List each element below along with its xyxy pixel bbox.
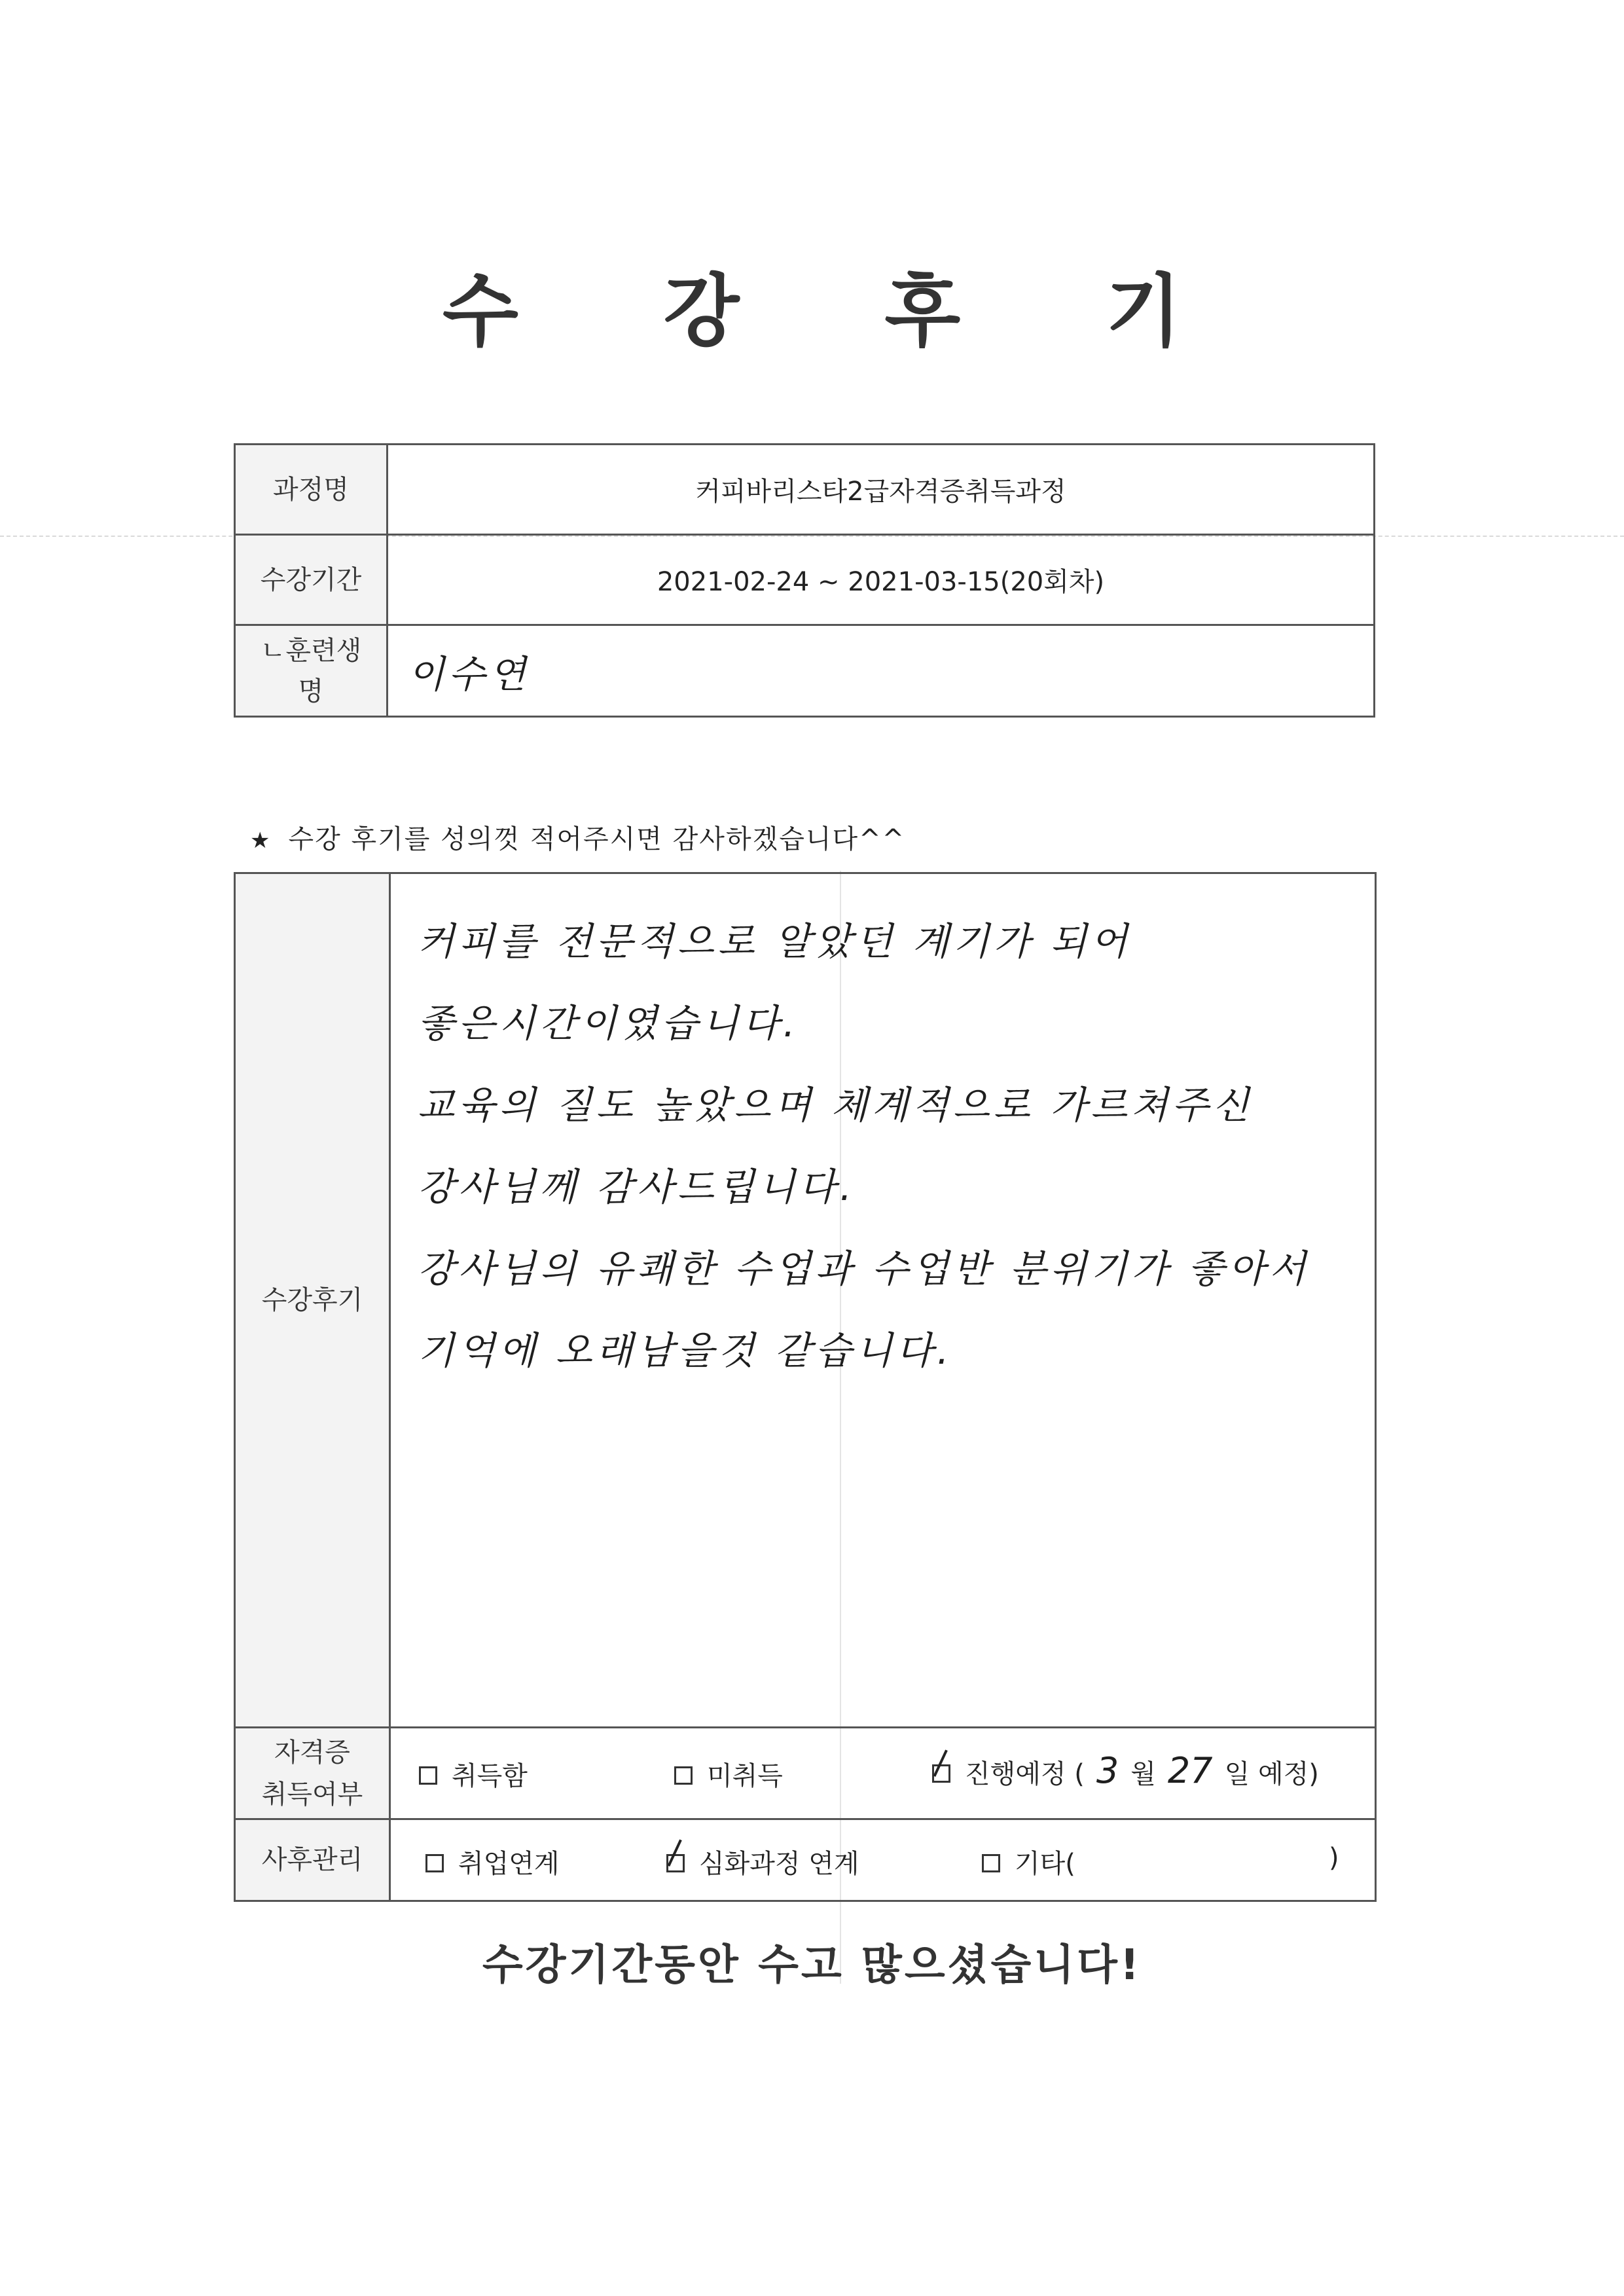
trainee-name-cell [388,625,1375,717]
option-not-obtained-label: 미취득 [707,1761,783,1791]
page-title: 수 강 후 기 [442,266,1240,357]
review-line: 강사님의 유쾌한 수업과 수업반 분위기가 좋아서 [418,1247,1310,1291]
option-obtained-label: 취득함 [452,1761,528,1791]
aftercare-label: 사후관리 [235,1819,390,1901]
review-label: 수강후기 [235,873,390,1728]
option-employment-label: 취업연계 [458,1849,560,1879]
certificate-label-line-1: 자격증 [274,1737,350,1768]
option-not-obtained[interactable] [674,1755,783,1793]
aftercare-options-cell [390,1819,1376,1901]
trainee-label-line-2: 명 [298,676,324,706]
review-body-cell [390,873,1376,1728]
option-other[interactable] [982,1843,1075,1880]
certificate-options [391,1729,1374,1817]
certificate-options-cell [390,1728,1376,1819]
scheduled-month-handwritten: 3 [1096,1750,1119,1791]
review-line: 교육의 질도 높았으며 체계적으로 가르쳐주신 [418,1083,1254,1127]
trainee-name-handwritten: 이수연 [408,651,530,697]
aftercare-options [391,1821,1374,1899]
review-line: 커피를 전문적으로 알았던 계기가 되어 [418,919,1132,964]
review-handwritten-text [391,875,1374,1392]
day-unit: 일 예정) [1224,1759,1319,1789]
review-notice-text: 수강 후기를 성의껏 적어주시면 감사하겠습니다^^ [288,824,906,854]
checkbox-icon[interactable] [425,1854,444,1872]
trainee-label [235,625,388,717]
option-employment[interactable] [425,1843,560,1880]
aftercare-row [235,1819,1376,1901]
option-scheduled[interactable] [932,1750,1319,1791]
review-row [235,873,1376,1728]
checkbox-icon[interactable] [674,1766,693,1785]
option-other-label: 기타( [1015,1849,1075,1879]
option-advanced-course-label: 심화과정 연계 [699,1849,859,1879]
review-line: 좋은시간이였습니다. [418,1001,799,1046]
period-value: 2021-02-24 ~ 2021-03-15(20회차) [388,535,1375,625]
checked-checkbox-icon[interactable] [666,1854,685,1872]
review-table [234,872,1377,1902]
option-obtained[interactable] [419,1755,528,1793]
review-line: 강사님께 감사드립니다. [418,1165,856,1209]
checkbox-icon[interactable] [982,1854,1000,1872]
scheduled-day-handwritten: 27 [1167,1750,1213,1791]
option-other-close: ) [1329,1843,1339,1873]
closing-message: 수강기간동안 수고 많으셨습니다! [482,1941,1142,1990]
option-scheduled-label: 진행예정 ( [965,1759,1085,1789]
month-unit: 월 [1130,1759,1156,1789]
trainee-row [235,625,1375,717]
trainee-label-line-1: ㄴ훈련생 [260,635,362,666]
review-line: 기억에 오래남을것 같습니다. [418,1328,953,1373]
period-label: 수강기간 [235,535,388,625]
certificate-row [235,1728,1376,1819]
certificate-label [235,1728,390,1819]
option-advanced-course[interactable] [666,1843,859,1880]
course-info-table [234,443,1375,718]
course-value: 커피바리스타2급자격증취득과정 [388,445,1375,535]
review-notice [250,818,905,856]
star-icon: ★ [250,828,272,854]
course-label: 과정명 [235,445,388,535]
course-row [235,445,1375,535]
checked-checkbox-icon[interactable] [932,1764,950,1783]
certificate-label-line-2: 취득여부 [261,1779,363,1810]
checkbox-icon[interactable] [419,1766,437,1785]
period-row [235,535,1375,625]
